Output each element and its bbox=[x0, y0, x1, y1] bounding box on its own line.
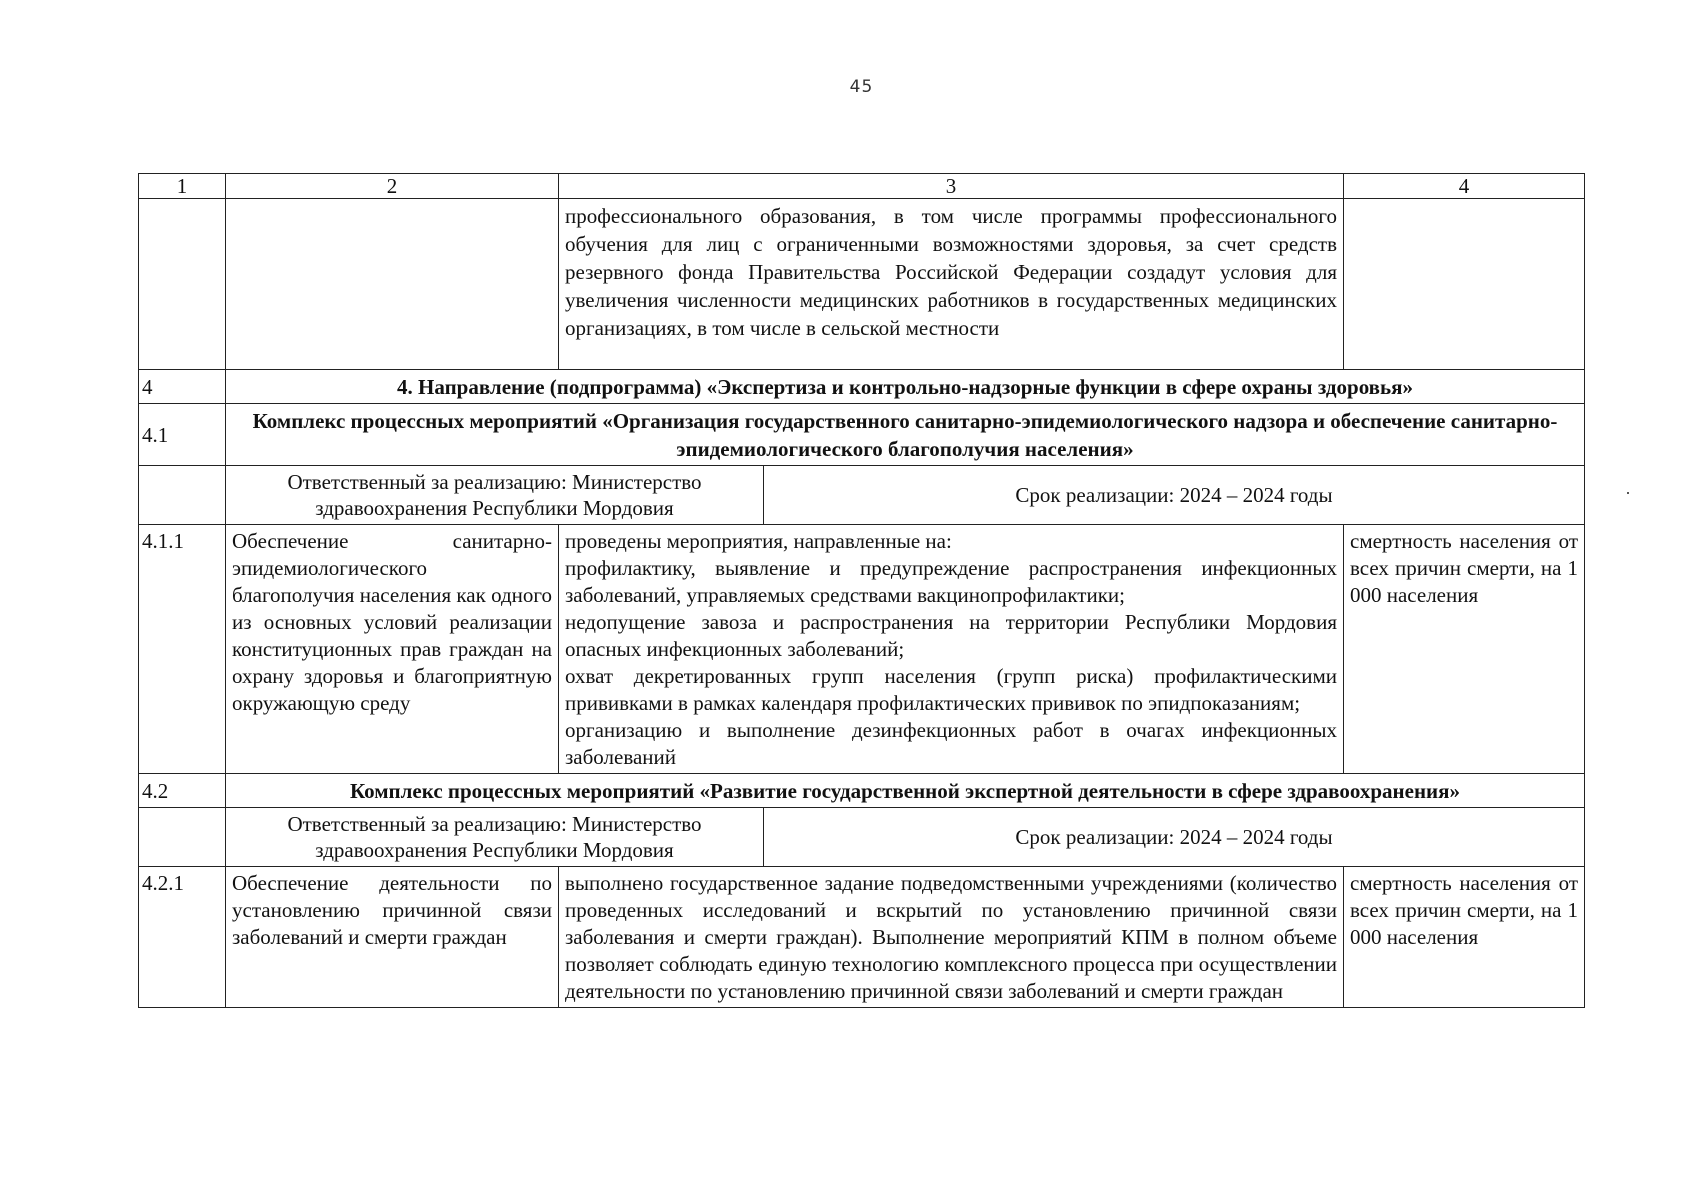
continuation-result-cell: профессионального образования, в том числе программы профессионального обучения для лиц с ограниченными возможностями здоровья, за счет средств резервного фонда Правительства Российской Федерации создадут условия для увеличения численности медицинских работников в государственных медицинских организациях, в том числе в сельской местности bbox=[559, 199, 1344, 370]
column-number-1: 1 bbox=[139, 174, 226, 199]
section-4-1-row bbox=[139, 404, 1585, 466]
row-4-1-1-result-line: недопущение завоза и распространения на территории Республики Мордовия опасных инфекционных заболеваний; bbox=[565, 610, 1337, 661]
section-4-title: 4. Направление (подпрограмма) «Экспертиза и контрольно-надзорные функции в сфере охраны здоровья» bbox=[226, 370, 1585, 404]
section-4-2-meta-row bbox=[139, 808, 1585, 867]
section-4-2-period: Срок реализации: 2024 – 2024 годы bbox=[1015, 825, 1333, 849]
section-4-2-responsible: Ответственный за реализацию: Министерство здравоохранения Республики Мордовия bbox=[226, 808, 764, 866]
page-number: 45 bbox=[849, 77, 874, 97]
row-4-1-1-result-line: профилактику, выявление и предупреждение распространения инфекционных заболеваний, управляемых средствами вакцинопрофилактики; bbox=[565, 556, 1337, 607]
row-4-2-1-indicator: смертность населения от всех причин смерти, на 1 000 населения bbox=[1344, 867, 1585, 1008]
row-4-2-1-task: Обеспечение деятельности по установлению причинной связи заболеваний и смерти граждан bbox=[226, 867, 559, 1008]
row-4-1-1-result-line: охват декретированных групп населения (групп риска) профилактическими прививками в рамках календаря профилактических прививок по эпидпоказаниям; bbox=[565, 664, 1337, 715]
continuation-task-cell bbox=[226, 199, 559, 370]
column-number-row bbox=[139, 174, 1585, 199]
column-number-2: 2 bbox=[226, 174, 559, 199]
section-4-2-number: 4.2 bbox=[139, 774, 226, 808]
row-4-1-1-result bbox=[559, 525, 1344, 774]
column-number-3: 3 bbox=[559, 174, 1344, 199]
section-4-2-row bbox=[139, 774, 1585, 808]
row-4-2-1-number: 4.2.1 bbox=[139, 867, 226, 1008]
section-4-1-meta-blank bbox=[139, 466, 226, 525]
continuation-indicator-cell bbox=[1344, 199, 1585, 370]
row-4-1-1-task: Обеспечение санитарно-эпидемиологического благополучия населения как одного из основных условий реализации конституционных прав граждан на охрану здоровья и благоприятную окружающую среду bbox=[226, 525, 559, 774]
section-4-1-responsible: Ответственный за реализацию: Министерство здравоохранения Республики Мордовия bbox=[226, 466, 764, 524]
row-4-2-1 bbox=[139, 867, 1585, 1008]
row-4-1-1-number: 4.1.1 bbox=[139, 525, 226, 774]
continuation-row bbox=[139, 199, 1585, 370]
section-4-2-meta-cell bbox=[226, 808, 1585, 867]
section-4-1-title: Комплекс процессных мероприятий «Организация государственного санитарно-эпидемиологического надзора и обеспечение санитарно-эпидемиологического благополучия населения» bbox=[226, 404, 1585, 466]
section-4-1-number: 4.1 bbox=[139, 404, 226, 466]
row-4-1-1 bbox=[139, 525, 1585, 774]
section-4-row bbox=[139, 370, 1585, 404]
row-4-1-1-result-line: проведены мероприятия, направленные на: bbox=[565, 529, 952, 553]
section-4-1-meta-cell bbox=[226, 466, 1585, 525]
row-4-1-1-indicator: смертность населения от всех причин смерти, на 1 000 населения bbox=[1344, 525, 1585, 774]
row-4-1-1-result-line: организацию и выполнение дезинфекционных работ в очагах инфекционных заболеваний bbox=[565, 718, 1337, 769]
section-4-2-title: Комплекс процессных мероприятий «Развитие государственной экспертной деятельности в сфере здравоохранения» bbox=[226, 774, 1585, 808]
section-4-1-period: Срок реализации: 2024 – 2024 годы bbox=[1015, 483, 1333, 507]
continuation-number-cell bbox=[139, 199, 226, 370]
column-number-4: 4 bbox=[1344, 174, 1585, 199]
row-4-2-1-result: выполнено государственное задание подведомственными учреждениями (количество проведенных исследований и вскрытий по установлению причинной связи заболевания и смерти граждан). Выполнение мероприятий КПМ в полном объеме позволяет соблюдать единую технологию комплексного процесса при осуществлении деятельности по установлению причинной связи заболеваний и смерти граждан bbox=[559, 867, 1344, 1008]
measures-table bbox=[138, 173, 1585, 1008]
section-4-2-meta-blank bbox=[139, 808, 226, 867]
scan-speck bbox=[1627, 492, 1629, 494]
section-4-number: 4 bbox=[139, 370, 226, 404]
section-4-1-meta-row bbox=[139, 466, 1585, 525]
